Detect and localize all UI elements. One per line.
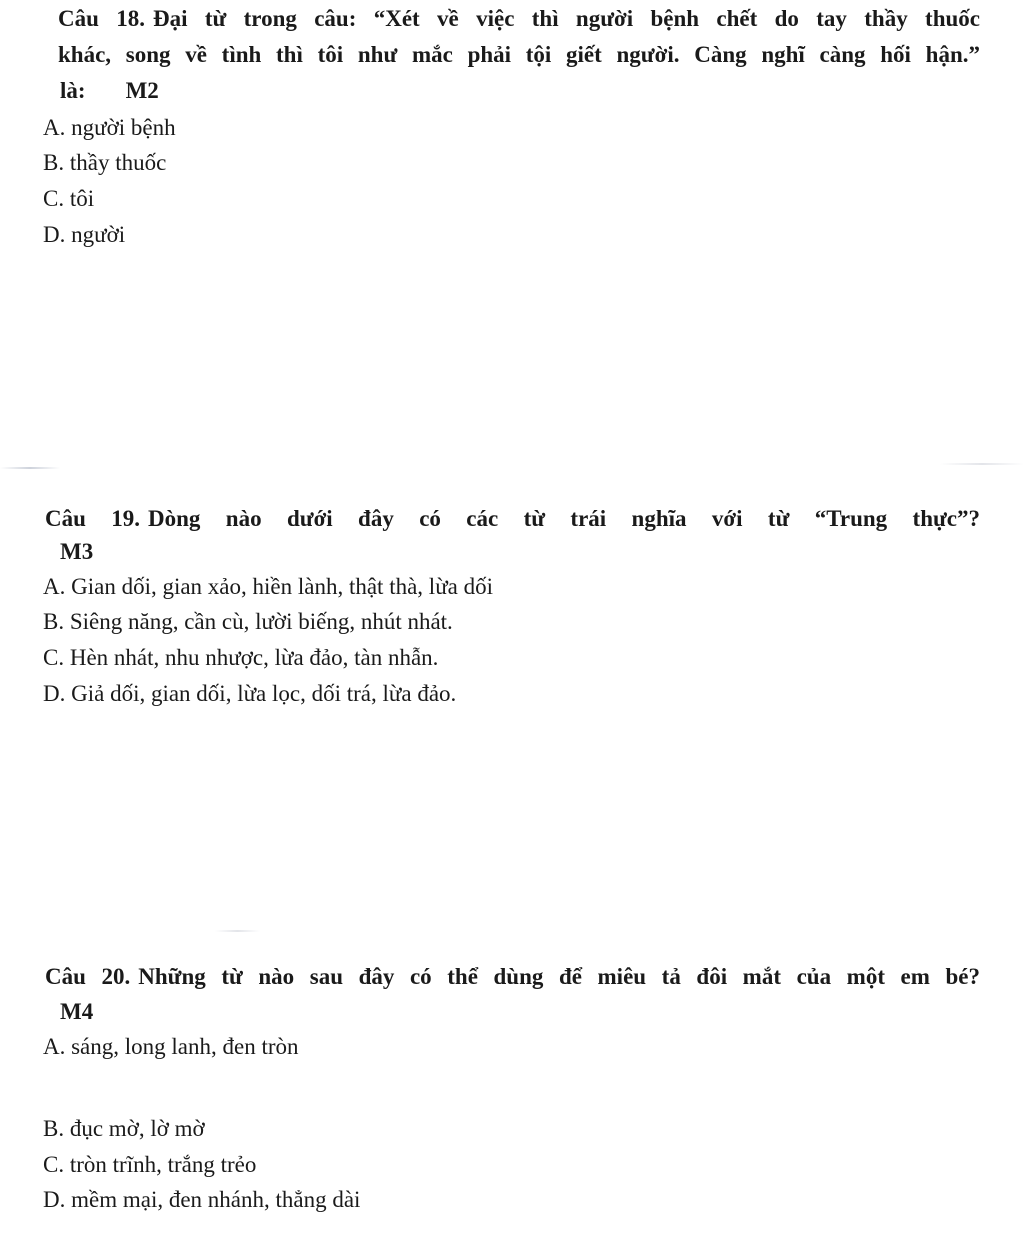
- question-20-option-c: C. tròn trĩnh, trắng trẻo: [43, 1152, 257, 1177]
- question-18-stem-line2: khác, song về tình thì tôi như mắc phải tội giết người. Càng nghĩ càng hối hận.”: [58, 42, 980, 67]
- question-18-option-a: A. người bệnh: [43, 115, 176, 140]
- question-19-option-a: A. Gian dối, gian xảo, hiền lành, thật thà, lừa dối: [43, 574, 494, 599]
- question-18-tail-label: là:: [60, 78, 86, 103]
- question-18-level-row: [60, 74, 159, 108]
- page-divider-right: [940, 463, 1024, 465]
- question-18-text: Đại từ trong câu: “Xét về việc thì người bệnh chết do tay thầy thuốc: [153, 6, 980, 31]
- question-19-stem: [45, 502, 980, 536]
- question-20-stem: [45, 960, 980, 994]
- page-divider-left: [0, 467, 60, 469]
- question-20-number: Câu 20.: [45, 964, 131, 989]
- question-18-option-c: C. tôi: [43, 186, 95, 211]
- question-18-option-d: D. người: [43, 222, 126, 247]
- question-19-option-b: B. Siêng năng, cần cù, lười biếng, nhút nhát.: [43, 609, 453, 634]
- question-19-option-d: D. Giả dối, gian dối, lừa lọc, dối trá, lừa đảo.: [43, 681, 457, 706]
- question-18-stem-line1: [58, 2, 980, 36]
- question-20-option-a: A. sáng, long lanh, đen tròn: [43, 1034, 299, 1059]
- question-20-option-d: D. mềm mại, đen nhánh, thẳng dài: [43, 1187, 361, 1212]
- question-19-number: Câu 19.: [45, 506, 141, 531]
- question-19-text: Dòng nào dưới đây có các từ trái nghĩa với từ “Trung thực”?: [148, 506, 980, 531]
- question-19-level: M3: [60, 539, 94, 564]
- question-20-option-b: B. đục mờ, lờ mờ: [43, 1116, 205, 1141]
- page-divider-mid: [215, 930, 260, 932]
- question-20-text: Những từ nào sau đây có thể dùng để miêu tả đôi mắt của một em bé?: [138, 964, 981, 989]
- question-18-number: Câu 18.: [58, 6, 145, 31]
- question-19-option-c: C. Hèn nhát, nhu nhược, lừa đảo, tàn nhẫn.: [43, 645, 439, 670]
- question-20-level: M4: [60, 999, 94, 1024]
- question-18-option-b: B. thầy thuốc: [43, 150, 167, 175]
- question-18-level: M2: [125, 78, 159, 103]
